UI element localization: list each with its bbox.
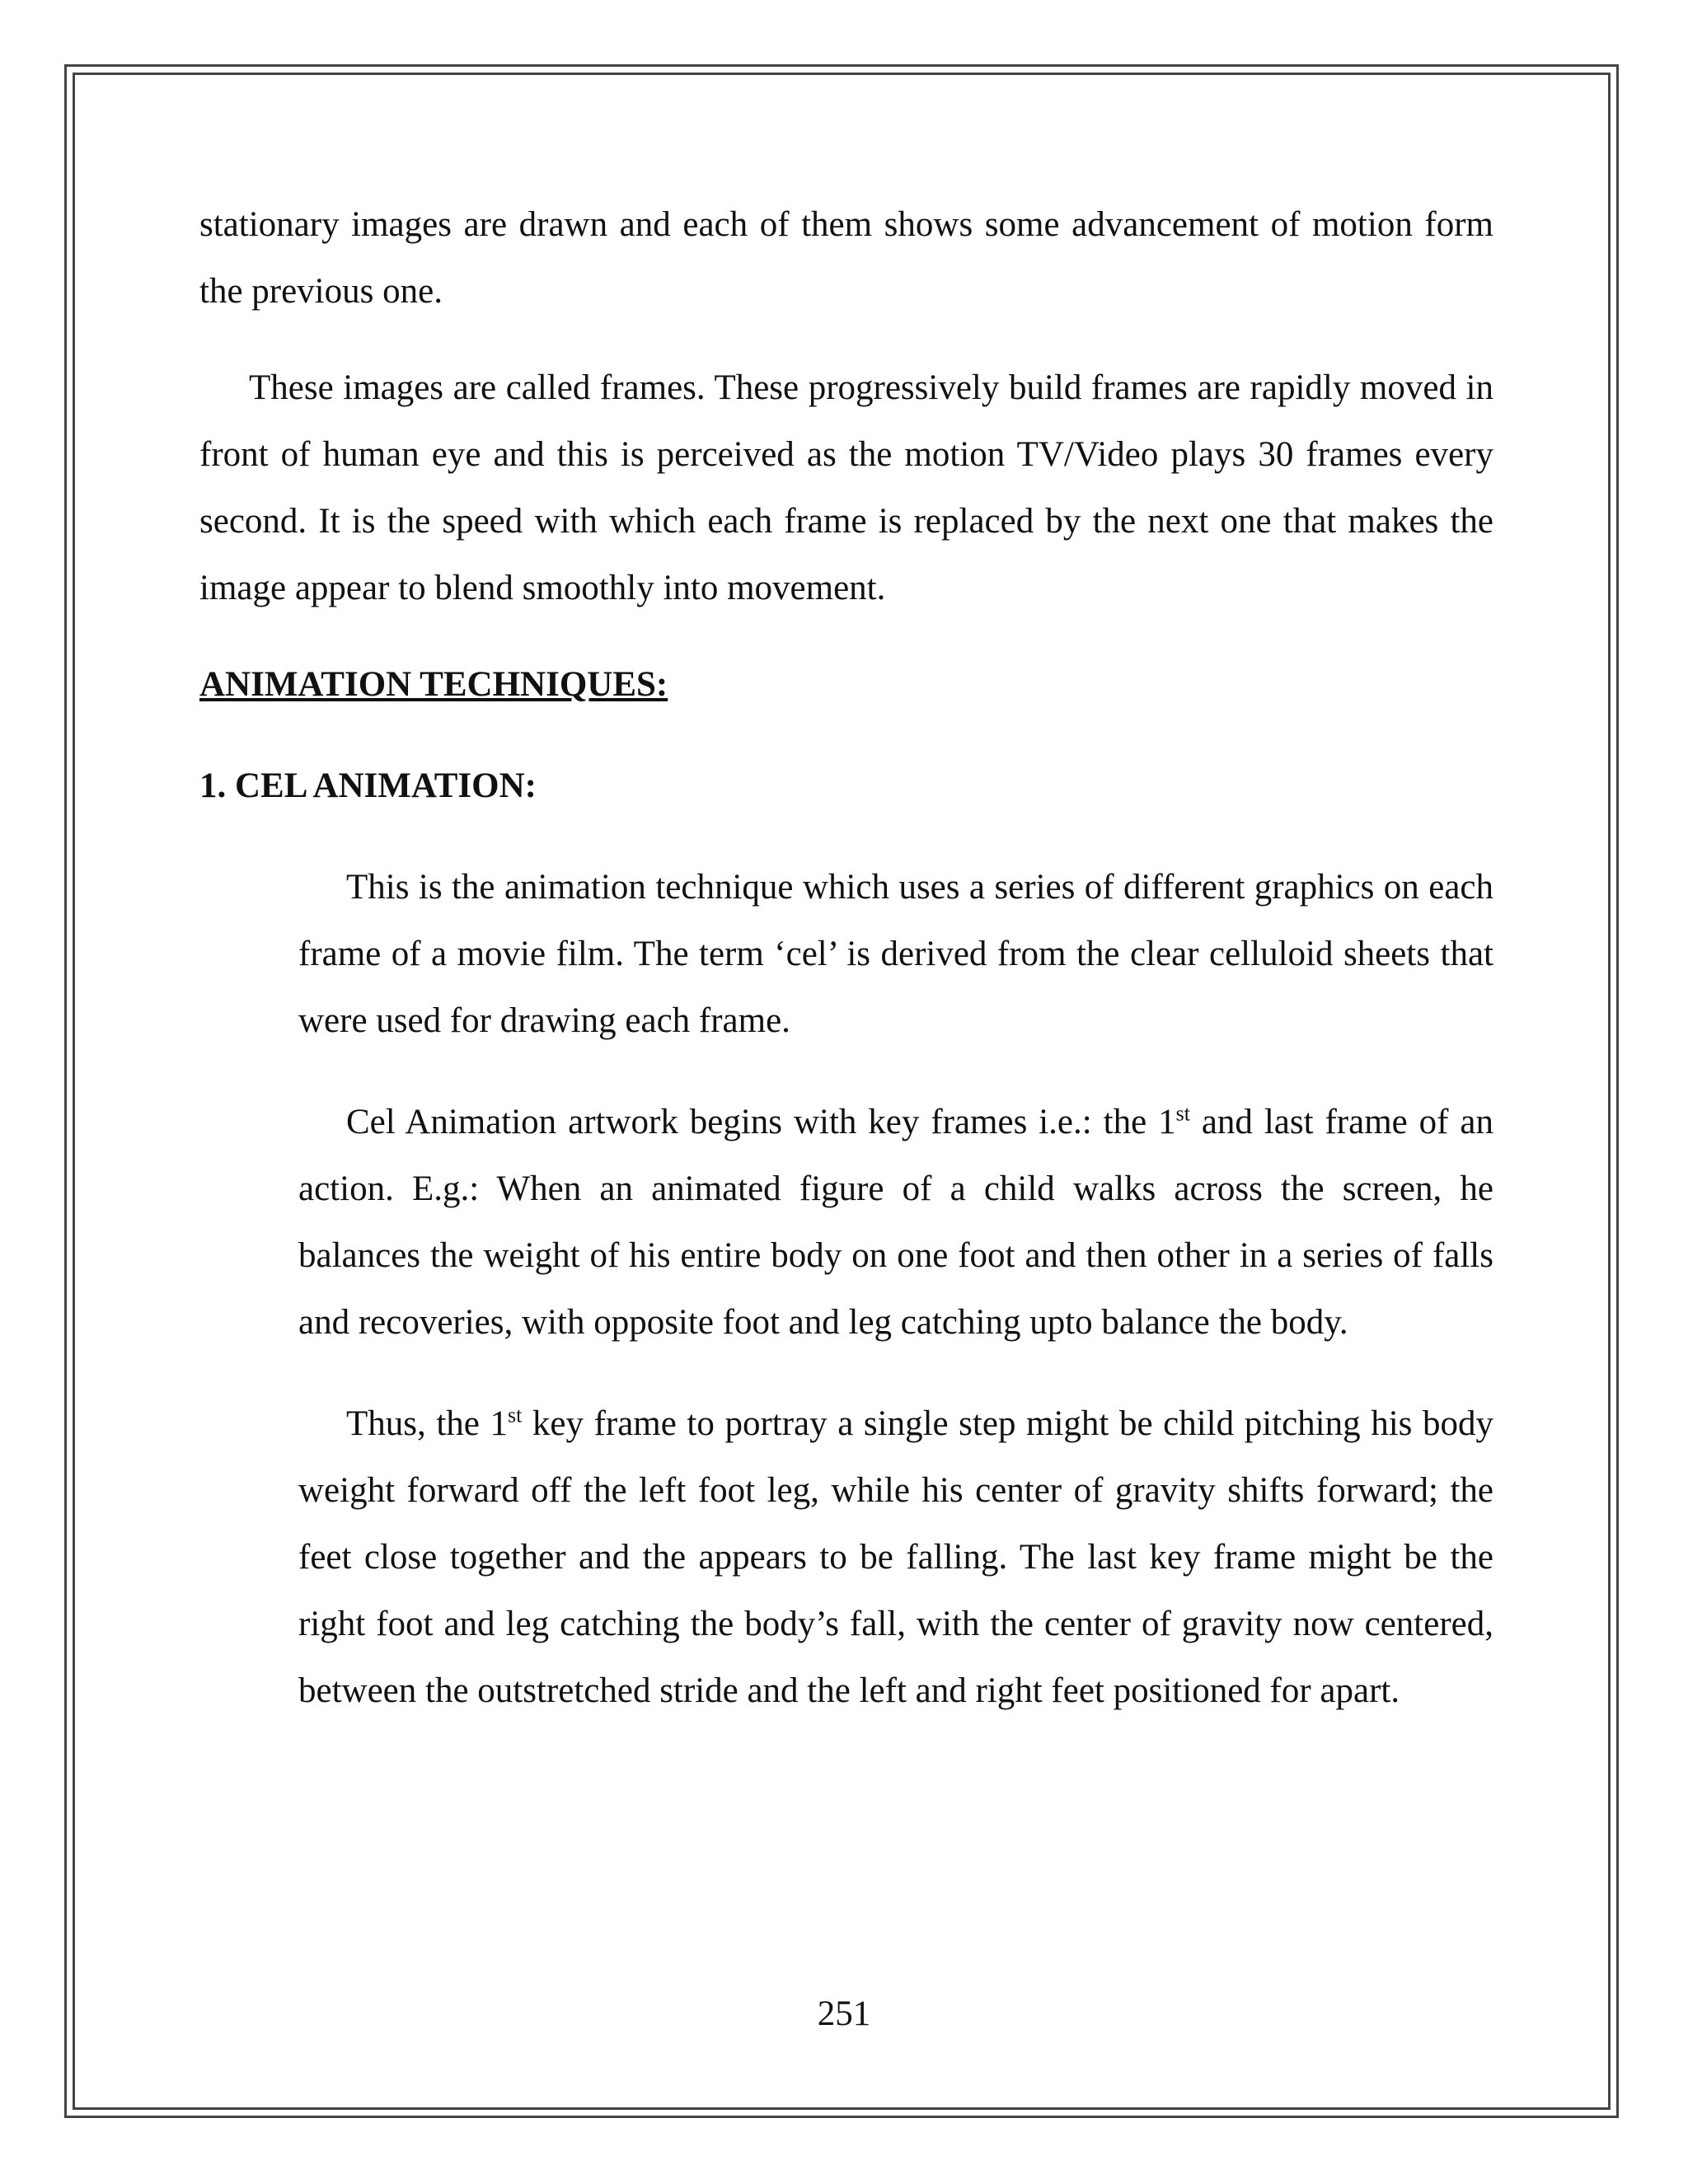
cel-paragraph-3-text-a: Thus, the 1	[346, 1404, 508, 1443]
frames-paragraph: These images are called frames. These progressively build frames are rapidly moved in front of human eye and this is perceived as the motion TV/Video plays 30 frames every second. It is the speed with which each frame is replaced by the next one that makes the image appear to blend smoothly into movement.	[199, 368, 1493, 607]
cel-paragraph-2-text-a: Cel Animation artwork begins with key frames i.e.: the 1	[346, 1103, 1176, 1141]
cel-paragraph-3-superscript: st	[507, 1403, 523, 1427]
section-heading: ANIMATION TECHNIQUES:	[199, 665, 668, 704]
subsection-heading: 1. CEL ANIMATION:	[199, 766, 537, 805]
cel-paragraph-1: This is the animation technique which uses a series of different graphics on each frame of a movie film. The term ‘cel’ is derived from the clear celluloid sheets that were used for drawing each frame.	[298, 868, 1493, 1040]
cel-paragraph-2-superscript: st	[1175, 1101, 1190, 1126]
cel-paragraph-3	[298, 1390, 1493, 1724]
page-number: 251	[817, 1994, 871, 2033]
cel-paragraph-3-text-b: key frame to portray a single step might be child pitching his body weight forward off the left foot leg, while his center of gravity shifts forward; the feet close together and the appears to be falling. The last key frame might be the right foot and leg catching the body’s fall, with the center of gravity now centered, between the outstretched stride and the left and right feet positioned for apart.	[298, 1404, 1493, 1710]
cel-paragraph-2	[298, 1089, 1493, 1356]
cel-animation-section	[298, 854, 1493, 1724]
cel-paragraph-2-text-b: and last frame of an action. E.g.: When an animated figure of a child walks across the screen, he balances the weight of his entire body on one foot and then other in a series of falls and recoveries, with opposite foot and leg catching upto balance the body.	[298, 1103, 1493, 1342]
page-content	[199, 191, 1493, 1724]
intro-paragraph: stationary images are drawn and each of them shows some advancement of motion form the previous one.	[199, 205, 1493, 311]
